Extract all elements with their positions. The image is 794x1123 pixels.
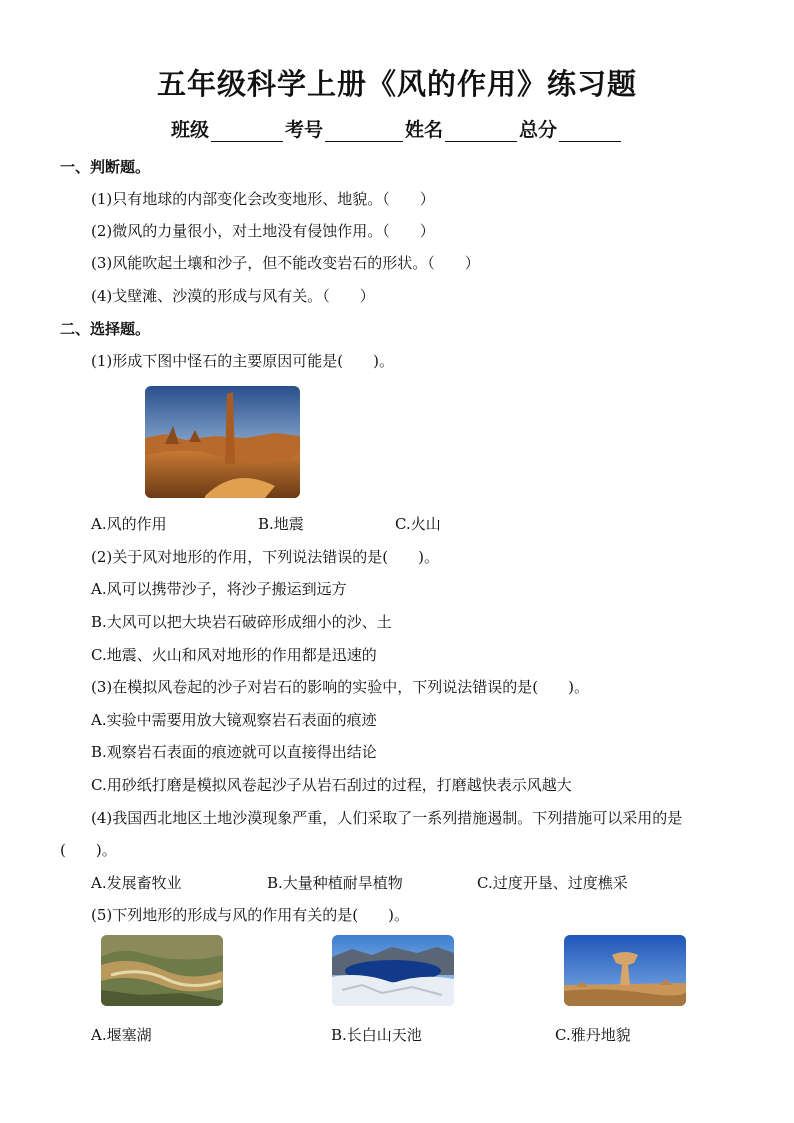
exam-no-blank[interactable] [325,121,403,142]
tianchi-image [332,935,454,1006]
barrier-lake-photo [101,935,223,1006]
q5-option-b[interactable]: B.长白山天池 [331,1026,422,1044]
q2-option-c[interactable]: C.地震、火山和风对地形的作用都是迅速的 [91,646,377,664]
q1-option-a[interactable]: A.风的作用 [91,515,167,533]
score-blank[interactable] [559,121,621,142]
q1-stem: (1)形成下图中怪石的主要原因可能是( )。 [91,352,394,370]
q1-option-b[interactable]: B.地震 [258,515,304,533]
q2-option-b[interactable]: B.大风可以把大块岩石破碎形成细小的沙、土 [91,613,392,631]
student-info-line [0,115,794,142]
q4-option-b[interactable]: B.大量种植耐旱植物 [267,874,403,892]
q4-option-c[interactable]: C.过度开垦、过度樵采 [477,874,628,892]
judgement-item-4: (4)戈壁滩、沙漠的形成与风有关。（ ） [91,287,375,305]
q4-stem-line-2: ( )。 [60,841,117,859]
q3-option-c[interactable]: C.用砂纸打磨是模拟风卷起沙子从岩石刮过的过程，打磨越快表示风越大 [91,776,572,794]
judgement-item-3: (3)风能吹起土壤和沙子，但不能改变岩石的形状。（ ） [91,254,480,272]
q4-option-a[interactable]: A.发展畜牧业 [91,874,182,892]
q2-option-a[interactable]: A.风可以携带沙子，将沙子搬运到远方 [91,580,347,598]
class-label: 班级 [170,119,209,141]
q5-stem: (5)下列地形的形成与风的作用有关的是( )。 [91,906,409,924]
score-label: 总分 [519,119,558,141]
page-title: 五年级科学上册《风的作用》练习题 [156,67,637,101]
q3-stem: (3)在模拟风卷起的沙子对岩石的影响的实验中，下列说法错误的是( )。 [91,678,589,696]
q3-option-a[interactable]: A.实验中需要用放大镜观察岩石表面的痕迹 [91,711,377,729]
q5-option-c[interactable]: C.雅丹地貌 [555,1026,631,1044]
q2-stem: (2)关于风对地形的作用，下列说法错误的是( )。 [91,548,439,566]
section-heading-choice: 二、选择题。 [60,320,151,338]
q4-stem-line-1: (4)我国西北地区土地沙漠现象严重，人们采取了一系列措施遏制。下列措施可以采用的是 [91,809,683,827]
class-blank[interactable] [211,121,283,142]
q3-option-b[interactable]: B.观察岩石表面的痕迹就可以直接得出结论 [91,743,377,761]
barrier-lake-image [101,935,223,1006]
exam-no-label: 考号 [284,119,323,141]
judgement-item-1: (1)只有地球的内部变化会改变地形、地貌。（ ） [91,190,435,208]
q5-option-a[interactable]: A.堰塞湖 [91,1026,152,1044]
yardang-image [564,935,686,1006]
section-heading-judgement: 一、判断题。 [60,158,151,176]
strange-rock-image [145,386,300,498]
name-label: 姓名 [405,119,444,141]
strange-rock-photo [145,386,300,498]
q1-option-c[interactable]: C.火山 [395,515,441,533]
judgement-item-2: (2)微风的力量很小，对土地没有侵蚀作用。（ ） [91,222,435,240]
name-blank[interactable] [445,121,517,142]
yardang-photo [564,935,686,1006]
tianchi-photo [332,935,454,1006]
